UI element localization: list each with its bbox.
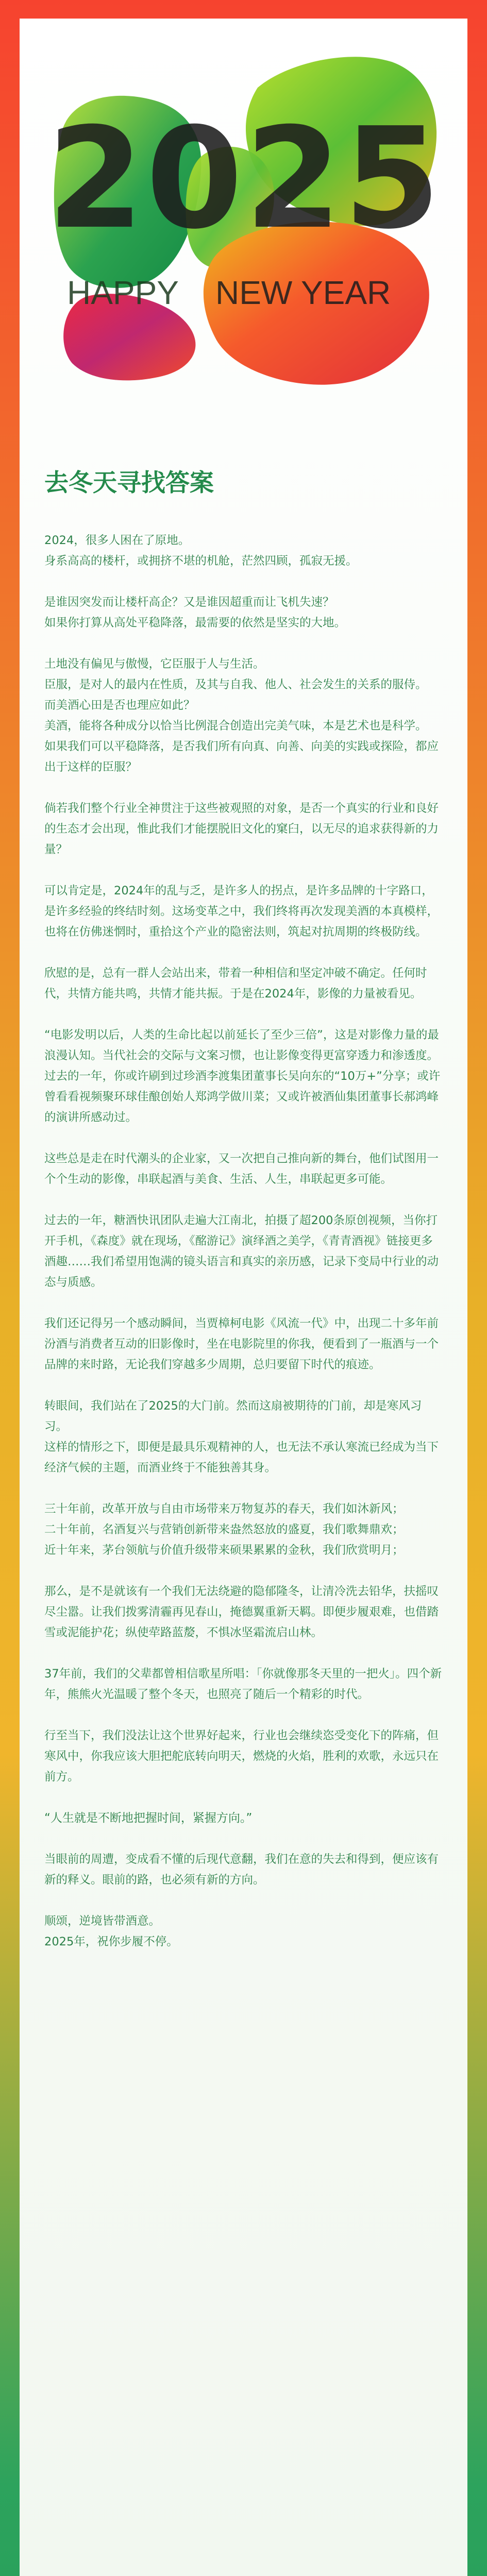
hero-banner — [0, 0, 448, 412]
article-paragraph: 行至当下，我们没法让这个世界好起来，行业也会继续恣受变化下的阵痛，但寒风中，你我应该大胆把舵底转向明天，燃烧的火焰，胜利的欢歌，永远只在前方。 — [44, 1729, 439, 1784]
article-paragraph: “电影发明以后，人类的生命比起以前延长了至少三倍”，这是对影像力量的最浪漫认知。当代社会的交际与文案习惯，也让影像变得更富穿透力和渗透度。 过去的一年，你或许刷到过珍酒李渡集团董事长吴向东的“10万+”分享；或许曾看看视频聚环球佳酿创始人郑鸿学做川菜；又或许被酒仙集团董事长郝鸿峰的演讲所感动过。 — [44, 1028, 441, 1124]
article-paragraph: 土地没有偏见与傲慢，它臣服于人与生活。 臣服，是对人的最内在性质，及其与自我、他人、社会发生的关系的服侍。 而美酒心田是否也理应如此？ 美酒，能将各种成分以恰当比例混合创造出完美气味，本是艺术也是科学。 如果我们可以平稳降落，是否我们所有向真、向善、向美的实践或探险，都应出于这样的臣服？ — [44, 657, 439, 774]
hero-year: 2025 — [47, 97, 443, 260]
article-paragraph: 是谁因突发而让楼杆高企？又是谁因超重而让飞机失速？ 如果你打算从高处平稳降落，最需要的依然是坚实的大地。 — [44, 596, 346, 630]
hero-greeting-left: HAPPY — [67, 274, 179, 311]
hero-graphic — [0, 0, 487, 448]
article-closing: 当眼前的周遭，变成看不懂的后现代意翻，我们在意的失去和得到，便应该有新的释义。眼前的路，也必须有新的方向。 — [44, 1853, 439, 1887]
article-paragraph: 过去的一年，糖酒快讯团队走遍大江南北，拍摄了超200条原创视频，当你打开手机，《森度》就在现场，《酩游记》演绎酒之美学，《青青酒视》链接更多酒趣……我们希望用饱满的镜头语言和真实的亲历感，记录下变局中行业的动态与质感。 — [44, 1214, 439, 1289]
article-paragraph: 可以肯定是，2024年的乱与乏，是许多人的拐点，是许多品牌的十字路口，是许多经验的终结时刻。这场变革之中，我们终将再次发现美酒的本真模样，也将在仿佛迷惘时，重拾这个产业的隐密法则，筑起对抗周期的终极防线。 — [44, 884, 439, 939]
article-sign-off: 顺颂，逆境皆带酒意。 2025年，祝你步履不停。 — [44, 1914, 178, 1948]
article-paragraph: 三十年前，改革开放与自由市场带来万物复苏的春天，我们如沐新风； 二十年前，名酒复兴与营销创新带来盎然怒放的盛夏，我们歌舞鼎欢； 近十年来，茅台领航与价值升级带来硕果累累的金秋，我们欣赏明月； — [44, 1502, 404, 1557]
article-quote: “人生就是不断地把握时间，紧握方向。” — [44, 1811, 253, 1825]
article-paragraph: 倘若我们整个行业全神贯注于这些被观照的对象，是否一个真实的行业和良好的生态才会出现，惟此我们才能摆脱旧文化的窠臼，以无尽的追求获得新的力量？ — [44, 802, 439, 856]
article-paragraph: 37年前，我们的父辈都曾相信歌星所唱：「你就像那冬天里的一把火」。四个新年，熊熊火光温暖了整个冬天，也照亮了随后一个精彩的时代。 — [44, 1667, 442, 1701]
article-paragraph: 欣慰的是，总有一群人会站出来，带着一种相信和坚定冲破不确定。任何时代，共情方能共鸣，共情才能共振。于是在2024年，影像的力量被看见。 — [44, 967, 427, 1001]
article-paragraph: 2024，很多人困在了原地。 身系高高的楼杆，或拥挤不堪的机舱，茫然四顾，孤寂无援。 — [44, 534, 358, 568]
hero-greeting-right: NEW YEAR — [215, 274, 391, 311]
article-paragraph: 那么，是不是就该有一个我们无法绕避的隐郁隆冬，让清冷洗去铅华，扶摇叹尽尘嚣。让我们拨雾清霾再见春山，掩德翼重新天羁。即便步履艰难，也借踏雪或泥能护花；纵使荦路蓝嫠，不惧冰坚霜流启山林。 — [44, 1585, 439, 1639]
article-paragraph: 这些总是走在时代潮头的企业家，又一次把自己推向新的舞台，他们试图用一个个生动的影像，串联起酒与美食、生活、人生，串联起更多可能。 — [44, 1152, 439, 1186]
article-title: 去冬天寻找答案 — [44, 469, 214, 497]
article-paragraph: 我们还记得另一个感动瞬间，当贾樟柯电影《风流一代》中，出现二十多年前汾酒与消费者互动的旧影像时，坐在电影院里的你我，便看到了一瓶酒与一个品牌的来时路，无论我们穿越多少周期，总归要留下时代的痕迹。 — [44, 1317, 439, 1371]
article — [44, 464, 443, 1973]
article-paragraph: 转眼间，我们站在了2025的大门前。然而这扇被期待的门前，却是寒风习习。 这样的情形之下，即便是最具乐观精神的人，也无法不承认寒流已经成为当下经济气候的主题，而酒业终于不能独善其身。 — [44, 1399, 439, 1475]
